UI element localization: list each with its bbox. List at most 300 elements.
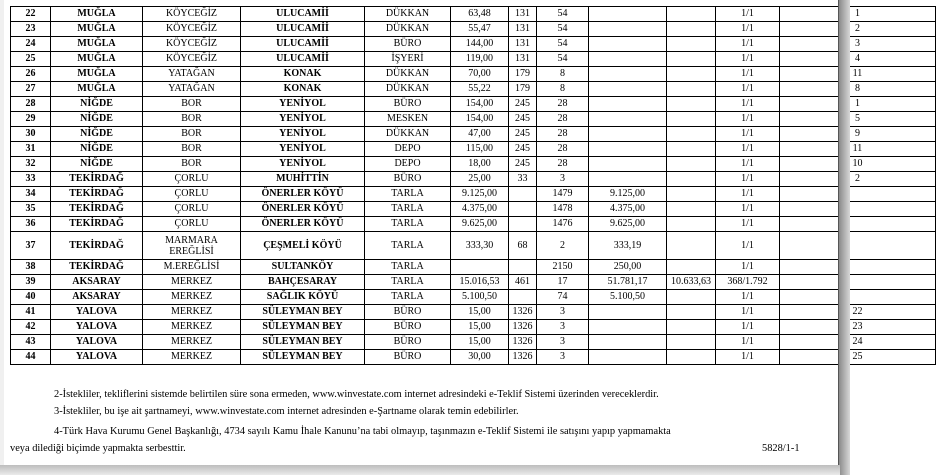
cell-land-area [589, 82, 667, 97]
cell-row-number: 26 [11, 67, 51, 82]
cell-share: 1/1 [716, 202, 780, 217]
cell-independent-section: 1 [780, 7, 936, 22]
cell-block: 245 [509, 157, 537, 172]
cell-district: MERKEZ [143, 305, 241, 320]
cell-land-area: 5.100,50 [589, 290, 667, 305]
cell-province: MUĞLA [51, 67, 143, 82]
note-2: 2-İstekliler, tekliflerini sistemde belirtilen süre sona ermeden, www.winvestate.com internet adresindeki e-Teklif Sistemi üzerinden vereceklerdir. [54, 389, 659, 400]
cell-province: TEKİRDAĞ [51, 217, 143, 232]
cell-independent-section [780, 260, 936, 275]
cell-share-area [667, 52, 716, 67]
cell-district: BOR [143, 157, 241, 172]
cell-row-number: 24 [11, 37, 51, 52]
cell-share-area [667, 157, 716, 172]
table-row [11, 202, 936, 217]
cell-province: MUĞLA [51, 37, 143, 52]
cell-property-type: BÜRO [365, 335, 451, 350]
cell-neighborhood: YENİYOL [241, 157, 365, 172]
cell-province: TEKİRDAĞ [51, 232, 143, 260]
cell-area: 55,47 [451, 22, 509, 37]
reference-number: 5828/1-1 [762, 443, 800, 454]
cell-area: 154,00 [451, 112, 509, 127]
table-row [11, 22, 936, 37]
cell-block: 1326 [509, 305, 537, 320]
cell-block: 1326 [509, 350, 537, 365]
cell-neighborhood: ÖNERLER KÖYÜ [241, 202, 365, 217]
cell-block [509, 217, 537, 232]
cell-land-area [589, 7, 667, 22]
cell-block: 68 [509, 232, 537, 260]
cell-share: 1/1 [716, 67, 780, 82]
cell-area: 4.375,00 [451, 202, 509, 217]
cell-share-area [667, 305, 716, 320]
cell-block: 131 [509, 22, 537, 37]
property-table [10, 6, 936, 365]
cell-district: M.EREĞLİSİ [143, 260, 241, 275]
cell-independent-section: 11 [780, 67, 936, 82]
cell-row-number: 23 [11, 22, 51, 37]
cell-area: 25,00 [451, 172, 509, 187]
cell-block [509, 290, 537, 305]
cell-share-area [667, 232, 716, 260]
cell-share-area [667, 350, 716, 365]
cell-land-area [589, 52, 667, 67]
table-row [11, 217, 936, 232]
cell-area: 115,00 [451, 142, 509, 157]
cell-district: MERKEZ [143, 290, 241, 305]
cell-land-area [589, 350, 667, 365]
cell-province: TEKİRDAĞ [51, 202, 143, 217]
cell-share-area [667, 22, 716, 37]
cell-neighborhood: YENİYOL [241, 142, 365, 157]
table-row [11, 67, 936, 82]
cell-province: YALOVA [51, 335, 143, 350]
cell-row-number: 39 [11, 275, 51, 290]
cell-province: MUĞLA [51, 82, 143, 97]
cell-row-number: 33 [11, 172, 51, 187]
cell-share-area [667, 217, 716, 232]
cell-share-area [667, 67, 716, 82]
cell-parcel: 54 [537, 22, 589, 37]
cell-independent-section: 1 [780, 97, 936, 112]
cell-block: 245 [509, 127, 537, 142]
cell-block: 179 [509, 67, 537, 82]
cell-area: 47,00 [451, 127, 509, 142]
cell-block: 1326 [509, 335, 537, 350]
cell-independent-section [780, 290, 936, 305]
cell-row-number: 30 [11, 127, 51, 142]
cell-province: YALOVA [51, 305, 143, 320]
cell-independent-section [780, 202, 936, 217]
cell-district: ÇORLU [143, 217, 241, 232]
table-row [11, 232, 936, 260]
cell-area: 333,30 [451, 232, 509, 260]
cell-row-number: 27 [11, 82, 51, 97]
cell-share: 1/1 [716, 172, 780, 187]
cell-district: MERKEZ [143, 350, 241, 365]
cell-land-area [589, 22, 667, 37]
cell-property-type: BÜRO [365, 305, 451, 320]
cell-share: 1/1 [716, 217, 780, 232]
cell-share-area [667, 7, 716, 22]
cell-independent-section: 5 [780, 112, 936, 127]
cell-area: 144,00 [451, 37, 509, 52]
cell-property-type: DÜKKAN [365, 22, 451, 37]
cell-district: BOR [143, 112, 241, 127]
cell-district: KÖYCEĞİZ [143, 7, 241, 22]
cell-share: 1/1 [716, 82, 780, 97]
cell-province: MUĞLA [51, 22, 143, 37]
cell-property-type: DÜKKAN [365, 7, 451, 22]
cell-neighborhood: SAĞLIK KÖYÜ [241, 290, 365, 305]
cell-neighborhood: BAHÇESARAY [241, 275, 365, 290]
cell-parcel: 28 [537, 142, 589, 157]
cell-independent-section [780, 275, 936, 290]
cell-share: 1/1 [716, 290, 780, 305]
cell-property-type: TARLA [365, 232, 451, 260]
cell-parcel: 2 [537, 232, 589, 260]
cell-row-number: 37 [11, 232, 51, 260]
cell-province: TEKİRDAĞ [51, 260, 143, 275]
cell-share: 1/1 [716, 350, 780, 365]
cell-property-type: DEPO [365, 157, 451, 172]
cell-neighborhood: ULUCAMİİ [241, 22, 365, 37]
cell-area: 18,00 [451, 157, 509, 172]
cell-neighborhood: YENİYOL [241, 97, 365, 112]
cell-independent-section: 4 [780, 52, 936, 67]
cell-share: 1/1 [716, 7, 780, 22]
cell-province: NİĞDE [51, 142, 143, 157]
cell-block: 245 [509, 142, 537, 157]
cell-share-area [667, 290, 716, 305]
cell-property-type: BÜRO [365, 320, 451, 335]
cell-district: KÖYCEĞİZ [143, 52, 241, 67]
cell-district: BOR [143, 97, 241, 112]
cell-parcel: 2150 [537, 260, 589, 275]
cell-land-area: 4.375,00 [589, 202, 667, 217]
cell-property-type: TARLA [365, 275, 451, 290]
cell-parcel: 54 [537, 7, 589, 22]
cell-property-type: TARLA [365, 217, 451, 232]
cell-share-area [667, 202, 716, 217]
note-4-continued: veya dilediği biçimde yapmakta serbesttir. [10, 443, 186, 454]
cell-parcel: 28 [537, 97, 589, 112]
cell-neighborhood: ULUCAMİİ [241, 37, 365, 52]
cell-land-area: 51.781,17 [589, 275, 667, 290]
cell-province: NİĞDE [51, 97, 143, 112]
cell-province: YALOVA [51, 350, 143, 365]
cell-row-number: 41 [11, 305, 51, 320]
cell-share: 1/1 [716, 232, 780, 260]
cell-parcel: 28 [537, 157, 589, 172]
cell-area: 55,22 [451, 82, 509, 97]
cell-block: 245 [509, 112, 537, 127]
cell-province: NİĞDE [51, 157, 143, 172]
cell-land-area [589, 97, 667, 112]
cell-province: MUĞLA [51, 52, 143, 67]
cell-parcel: 3 [537, 320, 589, 335]
cell-share: 1/1 [716, 97, 780, 112]
cell-neighborhood: MUHİTTİN [241, 172, 365, 187]
cell-land-area [589, 157, 667, 172]
cell-land-area: 9.625,00 [589, 217, 667, 232]
cell-district: BOR [143, 142, 241, 157]
cell-land-area [589, 37, 667, 52]
cell-province: AKSARAY [51, 275, 143, 290]
cell-property-type: TARLA [365, 187, 451, 202]
cell-neighborhood: SÜLEYMAN BEY [241, 320, 365, 335]
cell-parcel: 28 [537, 127, 589, 142]
cell-area: 5.100,50 [451, 290, 509, 305]
cell-share-area [667, 260, 716, 275]
cell-neighborhood: ÖNERLER KÖYÜ [241, 187, 365, 202]
cell-province: NİĞDE [51, 112, 143, 127]
cell-independent-section [780, 232, 936, 260]
note-3: 3-İstekliler, bu işe ait şartnameyi, www.winvestate.com internet adresinden e-Şartname olarak temin edebilirler. [54, 406, 519, 417]
cell-property-type: TARLA [365, 260, 451, 275]
cell-parcel: 3 [537, 172, 589, 187]
cell-row-number: 38 [11, 260, 51, 275]
cell-block: 131 [509, 7, 537, 22]
cell-province: TEKİRDAĞ [51, 187, 143, 202]
cell-block: 131 [509, 37, 537, 52]
cell-land-area: 9.125,00 [589, 187, 667, 202]
cell-neighborhood: SULTANKÖY [241, 260, 365, 275]
cell-land-area [589, 142, 667, 157]
cell-row-number: 42 [11, 320, 51, 335]
cell-parcel: 3 [537, 335, 589, 350]
cell-land-area [589, 335, 667, 350]
table-row [11, 187, 936, 202]
cell-district: MERKEZ [143, 320, 241, 335]
cell-share-area [667, 37, 716, 52]
cell-share: 368/1.792 [716, 275, 780, 290]
cell-property-type: TARLA [365, 290, 451, 305]
cell-parcel: 28 [537, 112, 589, 127]
cell-share-area [667, 82, 716, 97]
cell-province: YALOVA [51, 320, 143, 335]
cell-independent-section: 24 [780, 335, 936, 350]
cell-independent-section: 9 [780, 127, 936, 142]
cell-neighborhood: SÜLEYMAN BEY [241, 305, 365, 320]
cell-district: YATAĞAN [143, 82, 241, 97]
cell-property-type: TARLA [365, 202, 451, 217]
cell-province: NİĞDE [51, 127, 143, 142]
cell-parcel: 1478 [537, 202, 589, 217]
cell-land-area [589, 305, 667, 320]
table-row [11, 172, 936, 187]
cell-district: KÖYCEĞİZ [143, 37, 241, 52]
cell-share: 1/1 [716, 305, 780, 320]
table-row [11, 350, 936, 365]
cell-neighborhood: KONAK [241, 82, 365, 97]
cell-parcel: 1476 [537, 217, 589, 232]
cell-row-number: 28 [11, 97, 51, 112]
cell-property-type: İŞYERİ [365, 52, 451, 67]
cell-district: YATAĞAN [143, 67, 241, 82]
cell-share-area [667, 320, 716, 335]
cell-row-number: 36 [11, 217, 51, 232]
cell-row-number: 40 [11, 290, 51, 305]
cell-parcel: 8 [537, 67, 589, 82]
cell-block: 1326 [509, 320, 537, 335]
cell-area [451, 260, 509, 275]
cell-share: 1/1 [716, 260, 780, 275]
cell-land-area [589, 112, 667, 127]
cell-parcel: 74 [537, 290, 589, 305]
table-row [11, 97, 936, 112]
cell-neighborhood: ULUCAMİİ [241, 52, 365, 67]
cell-area: 63,48 [451, 7, 509, 22]
cell-district: MERKEZ [143, 335, 241, 350]
cell-area: 70,00 [451, 67, 509, 82]
cell-area: 154,00 [451, 97, 509, 112]
cell-row-number: 22 [11, 7, 51, 22]
cell-independent-section [780, 187, 936, 202]
cell-share: 1/1 [716, 37, 780, 52]
cell-independent-section: 2 [780, 172, 936, 187]
cell-block: 131 [509, 52, 537, 67]
cell-share: 1/1 [716, 112, 780, 127]
table-row [11, 290, 936, 305]
table-row [11, 52, 936, 67]
cell-parcel: 17 [537, 275, 589, 290]
cell-land-area [589, 127, 667, 142]
cell-area: 119,00 [451, 52, 509, 67]
cell-row-number: 25 [11, 52, 51, 67]
cell-share-area [667, 97, 716, 112]
cell-block: 179 [509, 82, 537, 97]
cell-parcel: 54 [537, 37, 589, 52]
cell-area: 15,00 [451, 335, 509, 350]
cell-area: 15,00 [451, 305, 509, 320]
table-row [11, 112, 936, 127]
cell-land-area: 333,19 [589, 232, 667, 260]
cell-neighborhood: KONAK [241, 67, 365, 82]
cell-share-area [667, 335, 716, 350]
cell-district: MERKEZ [143, 275, 241, 290]
cell-share: 1/1 [716, 142, 780, 157]
cell-neighborhood: SÜLEYMAN BEY [241, 335, 365, 350]
cell-share: 1/1 [716, 320, 780, 335]
table-row [11, 7, 936, 22]
cell-parcel: 8 [537, 82, 589, 97]
cell-province: AKSARAY [51, 290, 143, 305]
cell-area: 15,00 [451, 320, 509, 335]
cell-share: 1/1 [716, 52, 780, 67]
cell-property-type: BÜRO [365, 350, 451, 365]
cell-area: 30,00 [451, 350, 509, 365]
cell-parcel: 3 [537, 305, 589, 320]
cell-share-area [667, 142, 716, 157]
cell-neighborhood: YENİYOL [241, 127, 365, 142]
cell-province: TEKİRDAĞ [51, 172, 143, 187]
cell-share: 1/1 [716, 127, 780, 142]
table-row [11, 275, 936, 290]
cell-independent-section: 22 [780, 305, 936, 320]
cell-district: KÖYCEĞİZ [143, 22, 241, 37]
cell-share-area [667, 172, 716, 187]
cell-independent-section: 11 [780, 142, 936, 157]
cell-area: 9.125,00 [451, 187, 509, 202]
cell-parcel: 54 [537, 52, 589, 67]
cell-independent-section [780, 217, 936, 232]
table-row [11, 305, 936, 320]
cell-property-type: DÜKKAN [365, 127, 451, 142]
cell-parcel: 1479 [537, 187, 589, 202]
cell-area: 9.625,00 [451, 217, 509, 232]
page-left-edge [0, 0, 4, 475]
cell-neighborhood: ULUCAMİİ [241, 7, 365, 22]
cell-property-type: DÜKKAN [365, 67, 451, 82]
cell-district: ÇORLU [143, 202, 241, 217]
note-4: 4-Türk Hava Kurumu Genel Başkanlığı, 4734 sayılı Kamu İhale Kanunu’na tabi olmayıp, taşınmazın e-Teklif Sistemi ile satışını yapıp yapmamakta [54, 426, 671, 437]
cell-independent-section: 3 [780, 37, 936, 52]
cell-area: 15.016,53 [451, 275, 509, 290]
table-row [11, 82, 936, 97]
cell-row-number: 43 [11, 335, 51, 350]
cell-share: 1/1 [716, 187, 780, 202]
table-row [11, 260, 936, 275]
cell-share-area [667, 112, 716, 127]
cell-share: 1/1 [716, 157, 780, 172]
cell-property-type: DEPO [365, 142, 451, 157]
cell-share-area: 10.633,63 [667, 275, 716, 290]
cell-property-type: BÜRO [365, 172, 451, 187]
cell-row-number: 44 [11, 350, 51, 365]
table-row [11, 335, 936, 350]
cell-block: 461 [509, 275, 537, 290]
cell-block [509, 202, 537, 217]
cell-share: 1/1 [716, 22, 780, 37]
cell-row-number: 29 [11, 112, 51, 127]
cell-district: BOR [143, 127, 241, 142]
table-row [11, 37, 936, 52]
cell-block [509, 260, 537, 275]
cell-row-number: 34 [11, 187, 51, 202]
table-row [11, 142, 936, 157]
cell-province: MUĞLA [51, 7, 143, 22]
cell-district: MARMARA EREĞLİSİ [143, 232, 241, 260]
cell-share: 1/1 [716, 335, 780, 350]
cell-property-type: MESKEN [365, 112, 451, 127]
cell-share-area [667, 127, 716, 142]
cell-independent-section: 10 [780, 157, 936, 172]
cell-district: ÇORLU [143, 172, 241, 187]
cell-row-number: 31 [11, 142, 51, 157]
cell-share-area [667, 187, 716, 202]
table-row [11, 320, 936, 335]
cell-row-number: 35 [11, 202, 51, 217]
cell-property-type: BÜRO [365, 97, 451, 112]
table-row [11, 127, 936, 142]
cell-neighborhood: ÇEŞMELİ KÖYÜ [241, 232, 365, 260]
page-bottom-shadow [0, 465, 840, 475]
cell-independent-section: 23 [780, 320, 936, 335]
cell-land-area [589, 172, 667, 187]
cell-neighborhood: YENİYOL [241, 112, 365, 127]
cell-district: ÇORLU [143, 187, 241, 202]
cell-independent-section: 2 [780, 22, 936, 37]
cell-land-area [589, 320, 667, 335]
cell-parcel: 3 [537, 350, 589, 365]
cell-property-type: BÜRO [365, 37, 451, 52]
cell-neighborhood: ÖNERLER KÖYÜ [241, 217, 365, 232]
cell-block [509, 187, 537, 202]
cell-block: 33 [509, 172, 537, 187]
cell-land-area: 250,00 [589, 260, 667, 275]
cell-land-area [589, 67, 667, 82]
